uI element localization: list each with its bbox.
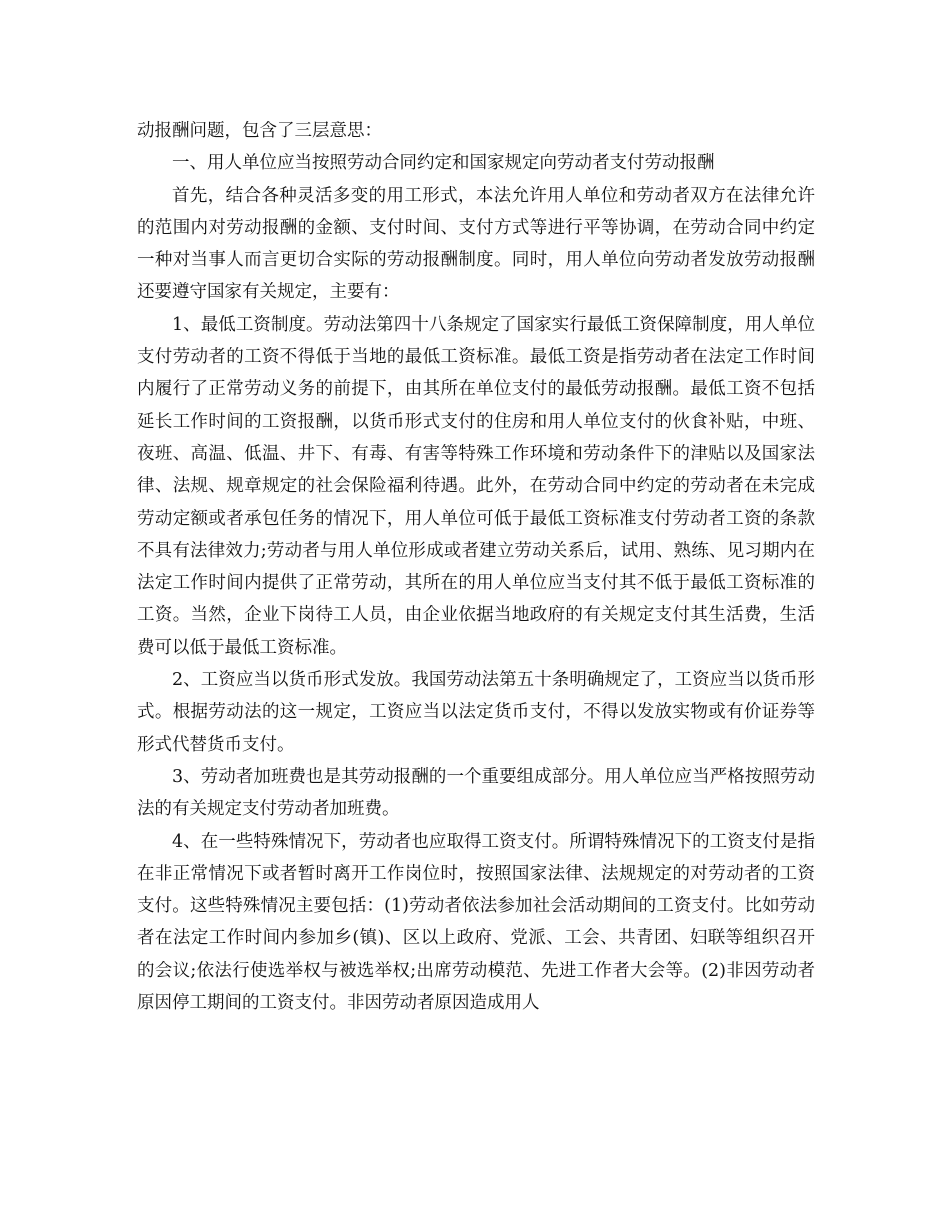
paragraph-item-4: 4、在一些特殊情况下，劳动者也应取得工资支付。所谓特殊情况下的工资支付是指在非正常情况下或者暂时离开工作岗位时，按照国家法律、法规规定的对劳动者的工资支付。这些特殊情况主要包括：(1)劳动者依法参加社会活动期间的工资支付。比如劳动者在法定工作时间内参加乡(镇)、区以上政府、党派、工会、共青团、妇联等组织召开的会议;依法行使选举权与被选举权;出席劳动模范、先进工作者大会等。(2)非因劳动者原因停工期间的工资支付。非因劳动者原因造成用人 <box>137 831 815 1014</box>
paragraph-item-2: 2、工资应当以货币形式发放。我国劳动法第五十条明确规定了，工资应当以货币形式。根据劳动法的这一规定，工资应当以法定货币支付，不得以发放实物或有价证券等形式代替货币支付。 <box>137 670 815 755</box>
paragraph-item-3: 3、劳动者加班费也是其劳动报酬的一个重要组成部分。用人单位应当严格按照劳动法的有关规定支付劳动者加班费。 <box>137 766 815 820</box>
paragraph-continuation: 动报酬问题，包含了三层意思： <box>137 121 382 141</box>
paragraph-intro: 首先，结合各种灵活多变的用工形式，本法允许用人单位和劳动者双方在法律允许的范围内对劳动报酬的金额、支付时间、支付方式等进行平等协调，在劳动合同中约定一种对当事人而言更切合实际的劳动报酬制度。同时，用人单位向劳动者发放劳动报酬还要遵守国家有关规定，主要有： <box>137 185 815 303</box>
document-body <box>137 115 815 1019</box>
paragraph-item-1: 1、最低工资制度。劳动法第四十八条规定了国家实行最低工资保障制度，用人单位支付劳动者的工资不得低于当地的最低工资标准。最低工资是指劳动者在法定工作时间内履行了正常劳动义务的前提下，由其所在单位支付的最低劳动报酬。最低工资不包括延长工作时间的工资报酬，以货币形式支付的住房和用人单位支付的伙食补贴，中班、夜班、高温、低温、井下、有毒、有害等特殊工作环境和劳动条件下的津贴以及国家法律、法规、规章规定的社会保险福利待遇。此外，在劳动合同中约定的劳动者在未完成劳动定额或者承包任务的情况下，用人单位可低于最低工资标准支付劳动者工资的条款不具有法律效力;劳动者与用人单位形成或者建立劳动关系后，试用、熟练、见习期内在法定工作时间内提供了正常劳动，其所在的用人单位应当支付其不低于最低工资标准的工资。当然，企业下岗待工人员，由企业依据当地政府的有关规定支付其生活费，生活费可以低于最低工资标准。 <box>137 314 815 658</box>
paragraph-section-heading: 一、用人单位应当按照劳动合同约定和国家规定向劳动者支付劳动报酬 <box>172 153 715 174</box>
